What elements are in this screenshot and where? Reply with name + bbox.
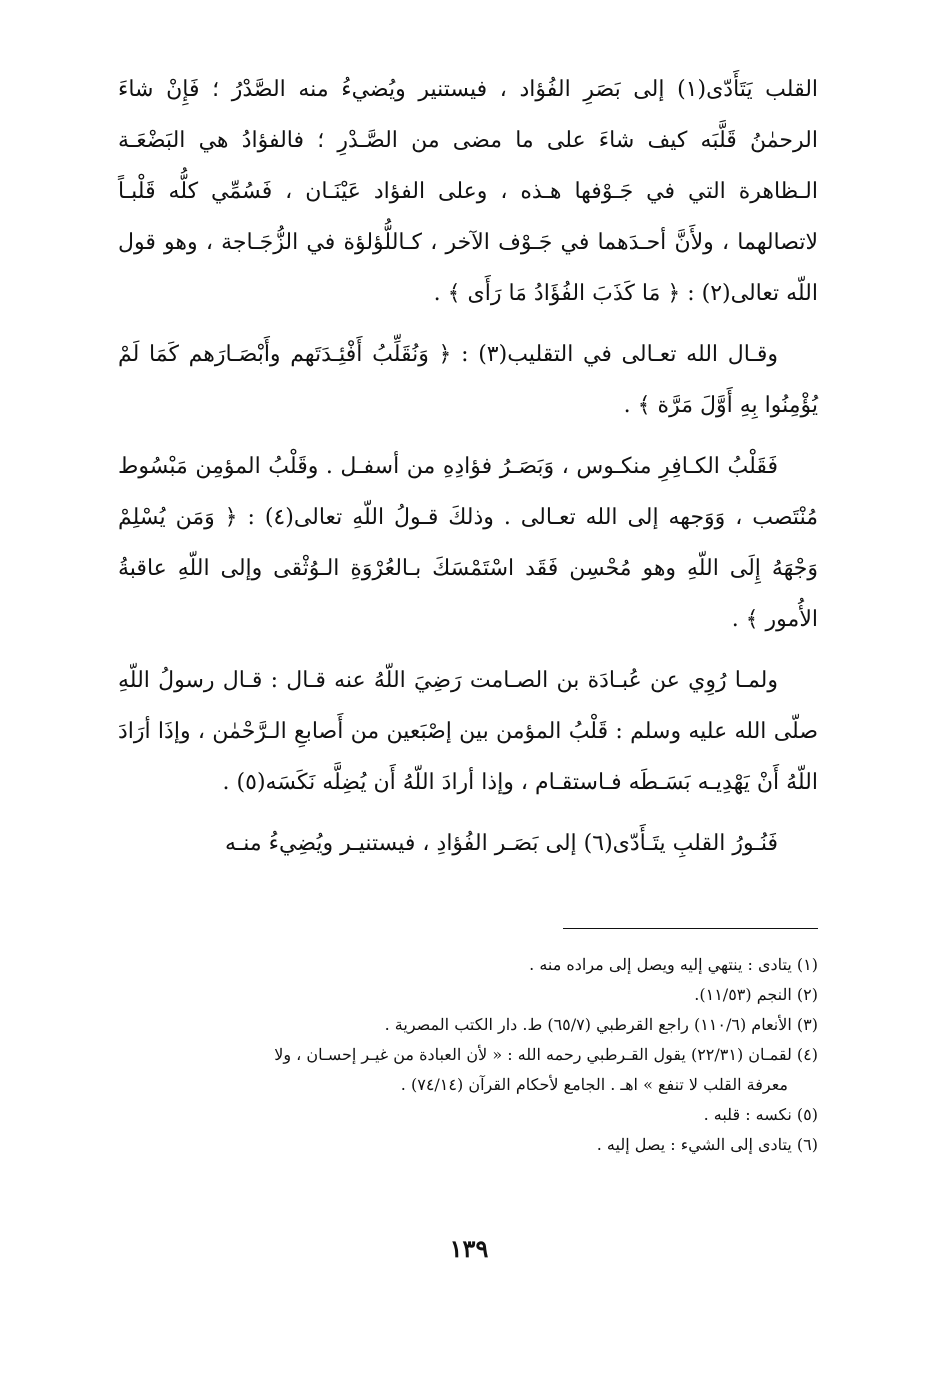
paragraph-1: القلب يَتَأَدّى(١) إلى بَصَرِ الفُؤاد ، فيستنير ويُضيءُ منه الصَّدْرُ ؛ فَإِنْ شاءَ الرحمٰنُ قَلَّبَه كيف شاءَ على ما مضى من الصَّـدْرِ ؛ فالفؤادُ هي البَضْعَـة الـظاهرة التي في جَـوْفها هـذه ، وعلى الفؤاد عَيْنَـان ، فَسُمِّي كلُّه قَلْبـاً لاتصالهما ، ولأَنَّ أحـدَهما في جَـوْف الآخر ، كـاللُّؤلؤة في الزُّجَـاجة ، وهو قول اللّه تعالى(٢) : ﴿ مَا كَذَبَ الفُؤَادُ مَا رَأَى ﴾ . <box>118 77 819 306</box>
paragraph-2: وقـال الله تعـالى في التقليب(٣) : ﴿ وَنُقَلِّبُ أَفْئِـدَتَهم وأَبْصَـارَهم كَمَا لَمْ يُؤْمِنُوا بِهِ أَوَّلَ مَرَّة ﴾ . <box>118 342 818 418</box>
paragraph-4: ولمـا رُوِي عن عُبـادَة بن الصـامت رَضِيَ اللّهُ عنه قـال : قـال رسولُ اللّهِ صلّى الله عليه وسلم : قَلْبُ المؤمن بين إصْبَعين من أَصابعِ الـرَّحْمٰن ، وإذَا أرَادَ اللّهُ أَنْ يَهْدِيـه بَسَـطَه فـاستقـام ، وإذا أرادَ اللّهُ أَن يُضِلَّه نَكَسَه(٥) . <box>118 668 818 795</box>
footnotes <box>118 950 818 1160</box>
footnote-4-continuation: معرفة القلب لا تنفع » اهـ . الجامع لأحكام القرآن (٧٤/١٤) . <box>400 1075 788 1094</box>
footnote-separator <box>563 928 818 929</box>
footnote-6: (٦) يتادى إلى الشيء : يصل إليه . <box>596 1135 818 1154</box>
footnote-1: (١) يتادى : ينتهي إليه ويصل إلى مراده منه . <box>529 955 818 974</box>
footnote-2: (٢) النجم (١١/٥٣). <box>694 985 818 1004</box>
main-text <box>118 64 818 879</box>
footnote-4: (٤) لقمـان (٢٢/٣١) يقول القـرطبي رحمه الله : « لأن العبادة من غيـر إحسـان ، ولا <box>274 1045 818 1064</box>
page-number: ١٣٩ <box>449 1234 489 1263</box>
paragraph-3: فَقَلْبُ الكـافِرِ منكـوس ، وَبَصَـرُ فؤادِهِ من أسفـل . وقَلْبُ المؤمِن مَبْسُوط مُنْتَصب ، وَوَجهه إلى الله تعـالى . وذلكَ قـولُ اللّهِ تعالى(٤) : ﴿ وَمَن يُسْلِمْ وَجْهَهُ إِلَى اللّهِ وهو مُحْسِن فَقَد اسْتَمْسَكَ بـالعُرْوَةِ الـوُثْقى وإلى اللّهِ عاقبةُ الأُمور ﴾ . <box>118 454 818 632</box>
footnote-5: (٥) نكسه : قلبه . <box>703 1105 818 1124</box>
paragraph-5: فَنُـورُ القلبِ يتَـأَدّى(٦) إلى بَصَـر الفُؤادِ ، فيستنيـر ويُضِيءُ منـه <box>225 831 778 856</box>
footnote-3: (٣) الأنعام (١١٠/٦) راجع القرطبي (٦٥/٧) ط. دار الكتب المصرية . <box>384 1015 818 1034</box>
